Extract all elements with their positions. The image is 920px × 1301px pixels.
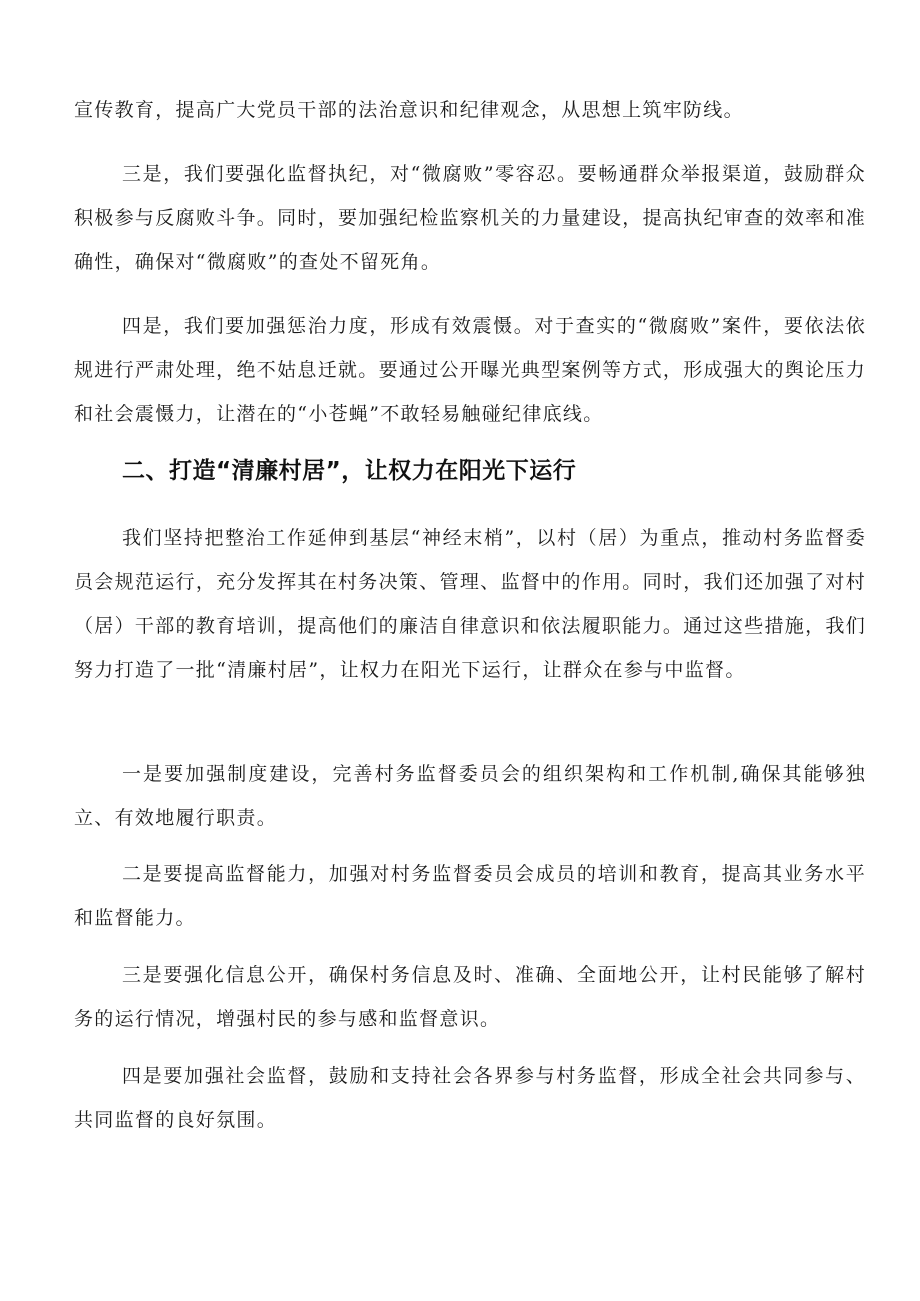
- paragraph-item-three-disclosure: 三是要强化信息公开，确保村务信息及时、准确、全面地公开，让村民能够了解村务的运行情况，增强村民的参与感和监督意识。: [74, 964, 866, 1030]
- section-heading-clean-village: 二、打造“清廉村居”，让权力在阳光下运行: [122, 458, 577, 484]
- paragraph-propaganda-education: 宣传教育，提高广大党员干部的法治意识和纪律观念，从思想上筑牢防线。: [74, 99, 744, 121]
- paragraph-point-four-punishment: 四是，我们要加强惩治力度，形成有效震慑。对于查实的“微腐败”案件，要依法依规进行严肃处理，绝不姑息迁就。要通过公开曝光典型案例等方式，形成强大的舆论压力和社会震慑力，让潜在的“小苍蝇”不敢轻易触碰纪律底线。: [74, 315, 866, 425]
- paragraph-item-two-capacity: 二是要提高监督能力，加强对村务监督委员会成员的培训和教育，提高其业务水平和监督能力。: [74, 863, 866, 929]
- paragraph-item-four-social-supervision: 四是要加强社会监督，鼓励和支持社会各界参与村务监督，形成全社会共同参与、共同监督的良好氛围。: [74, 1065, 866, 1131]
- paragraph-point-three-supervision: 三是，我们要强化监督执纪，对“微腐败”零容忍。要畅通群众举报渠道，鼓励群众积极参与反腐败斗争。同时，要加强纪检监察机关的力量建设，提高执纪审查的效率和准确性，确保对“微腐败”的查处不留死角。: [74, 163, 866, 273]
- paragraph-item-one-system: 一是要加强制度建设，完善村务监督委员会的组织架构和工作机制,确保其能够独立、有效地履行职责。: [74, 763, 866, 829]
- paragraph-section-intro: 我们坚持把整治工作延伸到基层“神经末梢”，以村（居）为重点，推动村务监督委员会规范运行，充分发挥其在村务决策、管理、监督中的作用。同时，我们还加强了对村（居）干部的教育培训，提高他们的廉洁自律意识和依法履职能力。通过这些措施，我们努力打造了一批“清廉村居”，让权力在阳光下运行，让群众在参与中监督。: [74, 527, 866, 681]
